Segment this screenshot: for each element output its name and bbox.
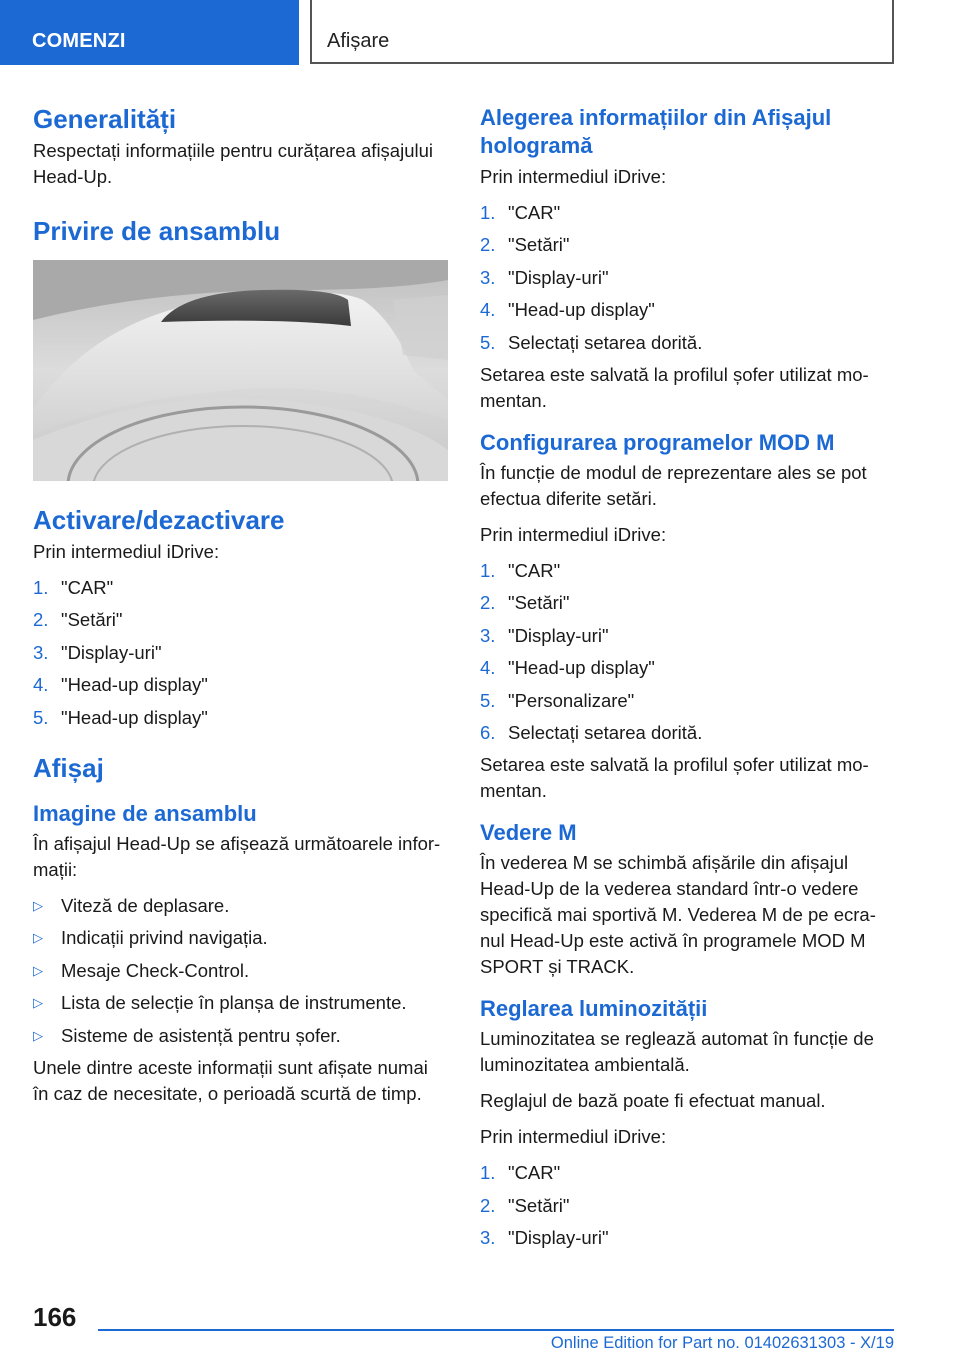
list-item: 3. "Display-uri" — [33, 641, 162, 663]
heading-vedere: Vedere M — [480, 820, 577, 846]
list-item: ▷ Mesaje Check-Control. — [33, 959, 250, 981]
heading-afisaj: Afișaj — [33, 752, 104, 783]
list-item: 3. "Display-uri" — [480, 266, 609, 288]
alegerea-intro: Prin intermediul iDrive: — [480, 166, 667, 187]
list-item: ▷ Viteză de deplasare. — [33, 894, 230, 916]
page-title: Afișare — [327, 30, 390, 52]
list-item: 1. "CAR" — [480, 1162, 561, 1184]
imagine-intro: În afișajul Head-Up se afișează următoarele infor-mații: — [33, 832, 441, 880]
configurarea-text: În funcție de modul de reprezentare ales se pot efectua diferite setări. — [480, 461, 867, 509]
activare-steps — [33, 575, 448, 731]
imagine-note: Unele dintre aceste informații sunt afișate numai în caz de necesitate, o perioadă scurtă de timp. — [33, 1056, 428, 1104]
list-item: 6. Selectați setarea dorită. — [480, 721, 703, 743]
list-item: 4. "Head-up display" — [33, 674, 208, 696]
heading-activare: Activare/dezactivare — [33, 505, 285, 535]
section-label: COMENZI — [32, 30, 126, 52]
generalitati-text: Respectați informațiile pentru curățarea afișajului Head-Up. — [33, 140, 434, 187]
activare-intro: Prin intermediul iDrive: — [33, 541, 220, 562]
list-item: 3. "Display-uri" — [480, 1227, 609, 1249]
footer-divider — [98, 1329, 894, 1331]
reglarea-intro: Prin intermediul iDrive: — [480, 1126, 667, 1148]
heading-reglarea: Reglarea luminozității — [480, 996, 708, 1022]
list-item: 2. "Setări" — [480, 1194, 570, 1216]
page-title-box — [310, 0, 894, 64]
heading-privire: Privire de ansamblu — [33, 216, 281, 246]
edition-text: Online Edition for Part no. 01402631303 - X/19 — [550, 1334, 894, 1352]
page-number: 166 — [33, 1302, 77, 1332]
reglarea-text1: Luminozitatea se reglează automat în funcție de luminozitatea ambientală. — [480, 1028, 874, 1076]
configurarea-note: Setarea este salvată la profilul șofer utilizat mo-mentan. — [480, 754, 869, 802]
list-item: 5. "Personalizare" — [480, 689, 635, 711]
list-item: 1. "CAR" — [33, 577, 114, 598]
head-up-display-photo — [33, 260, 448, 481]
heading-configurarea: Configurarea programelor MOD M — [480, 429, 835, 455]
vedere-text: În vederea M se schimbă afișările din afișajul Head-Up de la vederea standard într-o vedere specifică mai sportivă M. Vederea M de pe ecra-nul Head-Up este activă în programele MOD M SPORT și TRACK. — [480, 852, 876, 978]
list-item: 4. "Head-up display" — [480, 657, 655, 679]
configurarea-steps — [480, 558, 900, 746]
configurarea-intro: Prin intermediul iDrive: — [480, 523, 667, 545]
list-item: ▷ Indicații privind navigația. — [33, 927, 268, 949]
list-item: 4. "Head-up display" — [480, 299, 655, 321]
list-item: ▷ Sisteme de asistență pentru șofer. — [33, 1024, 341, 1046]
list-item: 2. "Setări" — [480, 234, 570, 256]
alegerea-steps — [480, 200, 900, 356]
reglarea-text2: Reglajul de bază poate fi efectuat manual. — [480, 1090, 826, 1112]
reglarea-steps — [480, 1160, 900, 1251]
list-item: 2. "Setări" — [33, 609, 123, 631]
list-item: 2. "Setări" — [480, 592, 570, 614]
left-column — [33, 104, 448, 1117]
imagine-bullets — [33, 893, 448, 1049]
heading-generalitati: Generalități — [33, 104, 177, 134]
list-item: 1. "CAR" — [480, 202, 561, 223]
list-item: 5. "Head-up display" — [33, 706, 208, 728]
list-item: 5. Selectați setarea dorită. — [480, 331, 703, 353]
heading-alegerea: Alegerea informațiilor din Afișajul hologramă — [480, 105, 832, 158]
alegerea-note: Setarea este salvată la profilul șofer utilizat mo-mentan. — [480, 363, 869, 411]
list-item: 3. "Display-uri" — [480, 624, 609, 646]
list-item: 1. "CAR" — [480, 559, 561, 581]
list-item: ▷ Lista de selecție în planșa de instrumente. — [33, 992, 407, 1014]
right-column — [480, 104, 900, 1257]
heading-imagine: Imagine de ansamblu — [33, 800, 257, 826]
section-tab — [0, 0, 299, 65]
